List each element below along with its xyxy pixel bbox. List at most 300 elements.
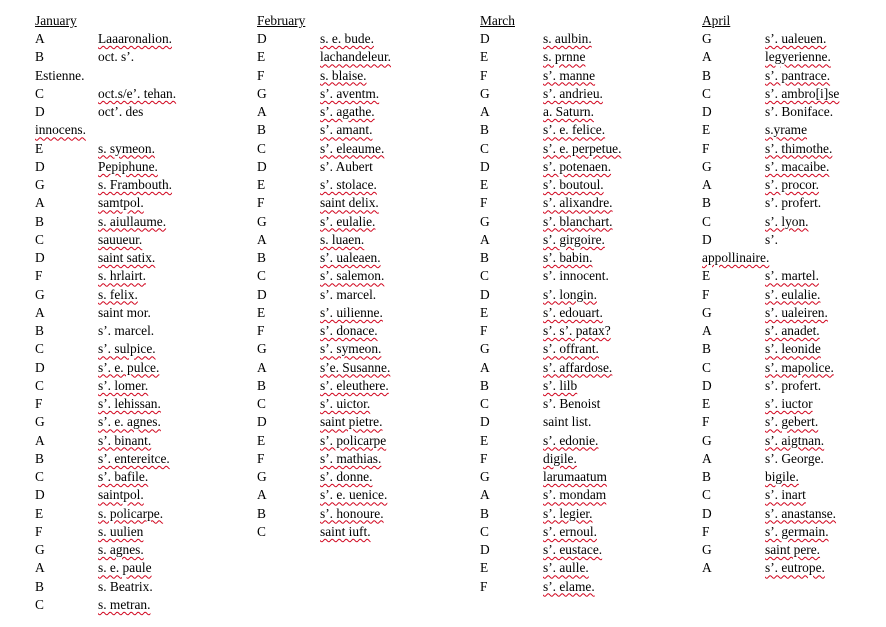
- saint-name: s’. edonie.: [543, 432, 599, 448]
- calendar-entry: [35, 194, 250, 212]
- saint-name: s’. e. perpetue.: [543, 140, 622, 156]
- calendar-entry: [702, 340, 882, 358]
- calendar-entry: [35, 596, 250, 614]
- saint-name: s’. marcel.: [98, 323, 155, 338]
- entry-list: [257, 30, 472, 541]
- saint-name: s’. thimothe.: [765, 140, 833, 156]
- calendar-entry: [35, 359, 250, 377]
- dominical-letter: G: [702, 31, 712, 46]
- calendar-entry: [702, 450, 882, 468]
- saint-name: oct’. des: [98, 104, 144, 119]
- calendar-entry: [480, 413, 695, 431]
- dominical-letter: A: [702, 560, 712, 576]
- saint-name: s’. eulalie.: [320, 213, 376, 229]
- saint-name: Pepiphune.: [98, 158, 158, 174]
- saint-name: s’. eleaume.: [320, 140, 385, 156]
- dominical-letter: F: [35, 396, 43, 411]
- calendar-entry: [35, 158, 250, 176]
- saint-name: s’. blanchart.: [543, 213, 613, 229]
- calendar-entry: [702, 267, 882, 285]
- dominical-letter: B: [35, 323, 44, 338]
- calendar-entry: [35, 559, 250, 577]
- calendar-entry: [480, 140, 695, 158]
- saint-name: s’. salemon.: [320, 268, 385, 284]
- saint-name: s’. alixandre.: [543, 195, 613, 211]
- calendar-entry: [702, 523, 882, 541]
- calendar-entry: [257, 523, 472, 541]
- saint-name: s’. donne.: [320, 469, 373, 484]
- dominical-letter: C: [702, 213, 711, 229]
- calendar-entry: [702, 85, 882, 103]
- saint-name: lachandeleur.: [320, 49, 392, 65]
- saint-name: oct.s/e’. tehan.: [98, 85, 177, 101]
- saint-name: s. e. paule: [98, 560, 152, 576]
- dominical-letter: A: [35, 432, 45, 448]
- saint-name: s. uulien: [98, 523, 144, 539]
- saint-name: Laaaronalion.: [98, 31, 172, 46]
- saint-name: s. aulbin.: [543, 31, 592, 46]
- saint-name: s’. symeon.: [320, 341, 382, 357]
- calendar-entry: [702, 158, 882, 176]
- calendar-entry: [480, 85, 695, 103]
- calendar-entry: [480, 340, 695, 358]
- saint-name: s.yrame: [765, 122, 808, 138]
- dominical-letter: A: [702, 49, 712, 65]
- dominical-letter: F: [480, 195, 488, 211]
- saint-name: s. luaen.: [320, 231, 365, 247]
- saint-name: s’. germain.: [765, 523, 829, 539]
- calendar-entry: [257, 505, 472, 523]
- calendar-entry: [35, 377, 250, 395]
- calendar-entry: [35, 48, 250, 66]
- dominical-letter: D: [702, 231, 712, 247]
- dominical-letter: D: [35, 250, 45, 265]
- dominical-letter: A: [257, 104, 267, 119]
- saint-name: s. Frambouth.: [98, 177, 173, 192]
- calendar-entry: [702, 67, 882, 85]
- saint-name: s’. babin.: [543, 250, 593, 265]
- dominical-letter: E: [257, 177, 266, 192]
- dominical-letter: G: [257, 469, 267, 484]
- dominical-letter: F: [257, 67, 265, 83]
- saint-name: s’. potenaen.: [543, 158, 612, 174]
- calendar-entry: [702, 505, 882, 523]
- calendar-entry: [480, 578, 695, 596]
- saint-name: s’. manne: [543, 67, 596, 83]
- month-heading: April: [702, 13, 731, 28]
- calendar-entry: [702, 559, 882, 577]
- saint-name: saint iuft.: [320, 523, 371, 539]
- calendar-entry: [257, 322, 472, 340]
- dominical-letter: B: [257, 250, 266, 265]
- saint-name: s’. innocent.: [543, 268, 609, 284]
- dominical-letter: C: [35, 231, 44, 247]
- saint-name: s’e. Susanne.: [320, 359, 391, 375]
- dominical-letter: B: [257, 505, 266, 521]
- calendar-entry: [702, 286, 882, 304]
- saint-name: s’. e. agnes.: [98, 414, 161, 430]
- entry-list: [480, 30, 695, 596]
- saint-name: s’. legier.: [543, 505, 593, 521]
- calendar-entry: [257, 395, 472, 413]
- calendar-entry: [257, 158, 472, 176]
- calendar-entry: [702, 377, 882, 395]
- dominical-letter: G: [257, 213, 267, 229]
- dominical-letter: C: [480, 268, 489, 284]
- saint-name: s’. aulle.: [543, 560, 589, 576]
- calendar-entry: [480, 121, 695, 139]
- dominical-letter: G: [480, 341, 490, 357]
- calendar-entry: [35, 413, 250, 431]
- calendar-entry: [480, 213, 695, 231]
- saint-name: s’. affardose.: [543, 359, 613, 375]
- dominical-letter: F: [35, 523, 43, 539]
- dominical-letter: A: [257, 231, 267, 247]
- saint-name: legyerienne.: [765, 49, 831, 65]
- dominical-letter: D: [480, 31, 490, 46]
- dominical-letter: G: [702, 432, 712, 448]
- saint-name: s’. e. felice.: [543, 122, 606, 138]
- calendar-entry: [702, 249, 882, 267]
- dominical-letter: G: [480, 213, 490, 229]
- calendar-entry: [702, 48, 882, 66]
- dominical-letter: B: [702, 341, 711, 357]
- calendar-entry: [702, 359, 882, 377]
- saint-name: s’. profert.: [765, 377, 822, 393]
- saint-name: s’. marcel.: [320, 286, 377, 302]
- calendar-entry: [702, 486, 882, 504]
- saint-name: s. Beatrix.: [98, 578, 153, 594]
- calendar-entry: [35, 213, 250, 231]
- dominical-letter: B: [702, 195, 711, 211]
- saint-name: s’. mondam: [543, 487, 607, 503]
- dominical-letter: C: [702, 85, 711, 101]
- dominical-letter: C: [702, 487, 711, 503]
- calendar-entry: [257, 48, 472, 66]
- dominical-letter: G: [257, 85, 267, 101]
- calendar-entry: [257, 121, 472, 139]
- dominical-letter: C: [35, 377, 44, 393]
- saint-name: s’. donace.: [320, 323, 378, 338]
- calendar-entry: [480, 286, 695, 304]
- saint-name: s’. aigtnan.: [765, 432, 825, 448]
- saint-name: innocens.: [35, 122, 86, 138]
- month-heading: March: [480, 13, 515, 28]
- month-column-april: [702, 12, 882, 578]
- dominical-letter: E: [480, 432, 489, 448]
- calendar-entry: [702, 322, 882, 340]
- saint-name: oct. s’.: [98, 49, 135, 65]
- saint-name: s’. ualeiren.: [765, 304, 828, 320]
- dominical-letter: B: [480, 122, 489, 138]
- saint-name: s’. eulalie.: [765, 286, 821, 302]
- saint-name: s’. agathe.: [320, 104, 375, 119]
- saint-name: saint mor.: [98, 304, 151, 320]
- saint-name: digile.: [543, 450, 577, 466]
- saint-name: s’. mapolice.: [765, 359, 834, 375]
- saint-name: s’. offrant.: [543, 341, 599, 357]
- dominical-letter: A: [35, 560, 45, 576]
- calendar-entry: [702, 432, 882, 450]
- calendar-entry: [35, 541, 250, 559]
- dominical-letter: B: [35, 578, 44, 594]
- calendar-entry: [702, 541, 882, 559]
- calendar-entry: [480, 468, 695, 486]
- calendar-entry: [257, 194, 472, 212]
- dominical-letter: E: [702, 396, 711, 411]
- dominical-letter: F: [35, 268, 43, 284]
- dominical-letter: C: [35, 85, 44, 101]
- calendar-entry: [257, 468, 472, 486]
- saint-name: s’. leonide: [765, 341, 821, 357]
- calendar-entry: [35, 30, 250, 48]
- calendar-entry: [257, 377, 472, 395]
- saint-name: s’. lyon.: [765, 213, 809, 229]
- saint-name: s’. inart: [765, 487, 806, 503]
- calendar-entry: [257, 249, 472, 267]
- dominical-letter: B: [257, 377, 266, 393]
- saint-name: s’. procor.: [765, 177, 819, 192]
- calendar-entry: [257, 85, 472, 103]
- calendar-entry: [480, 103, 695, 121]
- calendar-entry: [35, 267, 250, 285]
- saint-name: s’. eutrope.: [765, 560, 825, 576]
- dominical-letter: B: [480, 505, 489, 521]
- dominical-letter: D: [257, 158, 267, 174]
- dominical-letter: E: [480, 304, 489, 320]
- dominical-letter: B: [257, 122, 266, 138]
- dominical-letter: E: [702, 268, 711, 284]
- saint-name: s’. stolace.: [320, 177, 377, 192]
- saint-name: a. Saturn.: [543, 104, 594, 119]
- calendar-entry: [35, 322, 250, 340]
- dominical-letter: F: [257, 195, 265, 211]
- calendar-entry: [480, 377, 695, 395]
- dominical-letter: G: [702, 304, 712, 320]
- saint-name: s’. ualeuen.: [765, 31, 827, 46]
- calendar-entry: [480, 176, 695, 194]
- calendar-entry: [480, 249, 695, 267]
- calendar-entry: [257, 486, 472, 504]
- saint-name: s’. anastanse.: [765, 505, 837, 521]
- calendar-entry: [35, 103, 250, 121]
- dominical-letter: E: [35, 140, 44, 156]
- calendar-entry: [257, 67, 472, 85]
- month-heading: February: [257, 13, 306, 28]
- dominical-letter: C: [480, 396, 489, 411]
- saint-name: s’. uictor.: [320, 396, 371, 411]
- saint-name: s’.: [765, 231, 779, 247]
- dominical-letter: G: [257, 341, 267, 357]
- saint-name: s’. Benoist: [543, 396, 601, 411]
- dominical-letter: B: [702, 67, 711, 83]
- saint-name: s’. ernoul.: [543, 523, 597, 539]
- calendar-entry: [257, 450, 472, 468]
- saint-name: s. blaise.: [320, 67, 367, 83]
- dominical-letter: C: [480, 523, 489, 539]
- dominical-letter: F: [702, 523, 710, 539]
- calendar-entry: [257, 213, 472, 231]
- saint-name: s’. eustace.: [543, 542, 603, 557]
- dominical-letter: G: [35, 542, 45, 557]
- saint-name: s’. s’. patax?: [543, 323, 611, 338]
- calendar-entry: [257, 267, 472, 285]
- dominical-letter: C: [35, 596, 44, 612]
- dominical-letter: F: [480, 67, 488, 83]
- saint-name: s’. profert.: [765, 195, 822, 211]
- saint-name: s. felix.: [98, 286, 138, 302]
- calendar-entry: [257, 286, 472, 304]
- calendar-entry: [35, 432, 250, 450]
- dominical-letter: E: [257, 49, 266, 65]
- dominical-letter: A: [35, 304, 45, 320]
- dominical-letter: D: [35, 487, 45, 503]
- dominical-letter: B: [480, 250, 489, 265]
- dominical-letter: E: [35, 505, 44, 521]
- dominical-letter: A: [702, 323, 712, 338]
- saint-name: saint pere.: [765, 542, 821, 557]
- saint-name: s’. policarpe: [320, 432, 387, 448]
- entry-list: [35, 30, 250, 614]
- dominical-letter: D: [702, 104, 712, 119]
- calendar-entry: [257, 340, 472, 358]
- dominical-letter: F: [702, 414, 710, 430]
- dominical-letter: C: [35, 469, 44, 484]
- saint-name: s’. longin.: [543, 286, 597, 302]
- saint-name: s’. uilienne.: [320, 304, 383, 320]
- saint-name: s’. andrieu.: [543, 85, 603, 101]
- saint-name: saint pietre.: [320, 414, 383, 430]
- calendar-entry: [35, 523, 250, 541]
- saint-name: s’. anadet.: [765, 323, 820, 338]
- saint-name: s’. honoure.: [320, 505, 384, 521]
- calendar-entry: [702, 231, 882, 249]
- dominical-letter: D: [702, 505, 712, 521]
- calendar-entry: [702, 213, 882, 231]
- calendar-entry: [480, 505, 695, 523]
- dominical-letter: D: [480, 542, 490, 557]
- saint-name: s’. ambro[i]se: [765, 85, 840, 101]
- calendar-entry: [35, 176, 250, 194]
- calendar-entry: [35, 140, 250, 158]
- calendar-entry: [480, 450, 695, 468]
- dominical-letter: D: [257, 31, 267, 46]
- dominical-letter: C: [257, 140, 266, 156]
- month-column-march: [480, 12, 695, 596]
- calendar-entry: [702, 304, 882, 322]
- calendar-entry: [480, 559, 695, 577]
- calendar-entry: [480, 395, 695, 413]
- saint-name: s’. gebert.: [765, 414, 819, 430]
- saint-name: s’. girgoire.: [543, 231, 605, 247]
- dominical-letter: A: [702, 177, 712, 192]
- dominical-letter: D: [257, 414, 267, 430]
- dominical-letter: A: [35, 195, 45, 211]
- calendar-entry: [480, 158, 695, 176]
- dominical-letter: B: [702, 469, 711, 484]
- entry-list: [702, 30, 882, 578]
- calendar-entry: [480, 304, 695, 322]
- dominical-letter: D: [35, 158, 45, 174]
- dominical-letter: C: [35, 341, 44, 357]
- saint-name: sauueur.: [98, 231, 143, 247]
- saint-name: s’. binant.: [98, 432, 152, 448]
- dominical-letter: C: [257, 268, 266, 284]
- calendar-entry: [35, 340, 250, 358]
- calendar-entry: [702, 176, 882, 194]
- dominical-letter: G: [480, 85, 490, 101]
- saint-name: saint delix.: [320, 195, 379, 211]
- saint-name: s’. lomer.: [98, 377, 149, 393]
- saint-name: s’. entereitce.: [98, 450, 170, 466]
- calendar-entry: [480, 194, 695, 212]
- saint-name: Estienne.: [35, 67, 85, 83]
- dominical-letter: D: [35, 104, 45, 119]
- saint-name: s. aiullaume.: [98, 213, 167, 229]
- calendar-entry: [257, 432, 472, 450]
- saint-name: s’. George.: [765, 450, 824, 466]
- saint-name: larumaatum: [543, 469, 607, 484]
- dominical-letter: G: [35, 414, 45, 430]
- saint-name: s’. edouart.: [543, 304, 603, 320]
- saint-name: s’. mathias.: [320, 450, 382, 466]
- calendar-entry: [257, 103, 472, 121]
- saint-name: samtpol.: [98, 195, 144, 211]
- calendar-entry: [257, 359, 472, 377]
- saint-name: bigile.: [765, 469, 799, 484]
- saint-name: s. agnes.: [98, 542, 144, 557]
- saint-name: s’. elame.: [543, 578, 595, 594]
- calendar-entry: [480, 432, 695, 450]
- saint-name: s’. iuctor: [765, 396, 813, 411]
- saint-name: s’. Boniface.: [765, 104, 834, 119]
- calendar-entry: [35, 578, 250, 596]
- calendar-entry: [35, 67, 250, 85]
- dominical-letter: B: [480, 377, 489, 393]
- saint-name: s’. macaibe.: [765, 158, 830, 174]
- dominical-letter: A: [480, 487, 490, 503]
- month-column-january: [35, 12, 250, 614]
- dominical-letter: D: [480, 286, 490, 302]
- dominical-letter: F: [702, 286, 710, 302]
- calendar-entry: [480, 267, 695, 285]
- saint-name: appollinaire.: [702, 250, 770, 265]
- dominical-letter: B: [35, 49, 44, 65]
- dominical-letter: E: [480, 177, 489, 192]
- calendar-entry: [480, 541, 695, 559]
- calendar-entry: [480, 322, 695, 340]
- calendar-entry: [257, 30, 472, 48]
- calendar-entry: [702, 468, 882, 486]
- dominical-letter: A: [257, 487, 267, 503]
- dominical-letter: E: [480, 560, 489, 576]
- saint-name: s’. aventm.: [320, 85, 380, 101]
- calendar-entry: [702, 194, 882, 212]
- dominical-letter: G: [702, 158, 712, 174]
- dominical-letter: F: [257, 450, 265, 466]
- saint-name: saintpol.: [98, 487, 144, 503]
- calendar-entry: [702, 103, 882, 121]
- saint-name: s’. amant.: [320, 122, 373, 138]
- dominical-letter: A: [480, 231, 490, 247]
- calendar-entry: [480, 523, 695, 541]
- calendar-entry: [257, 304, 472, 322]
- dominical-letter: E: [257, 304, 266, 320]
- calendar-entry: [35, 286, 250, 304]
- dominical-letter: A: [702, 450, 712, 466]
- dominical-letter: D: [35, 359, 45, 375]
- dominical-letter: A: [480, 359, 490, 375]
